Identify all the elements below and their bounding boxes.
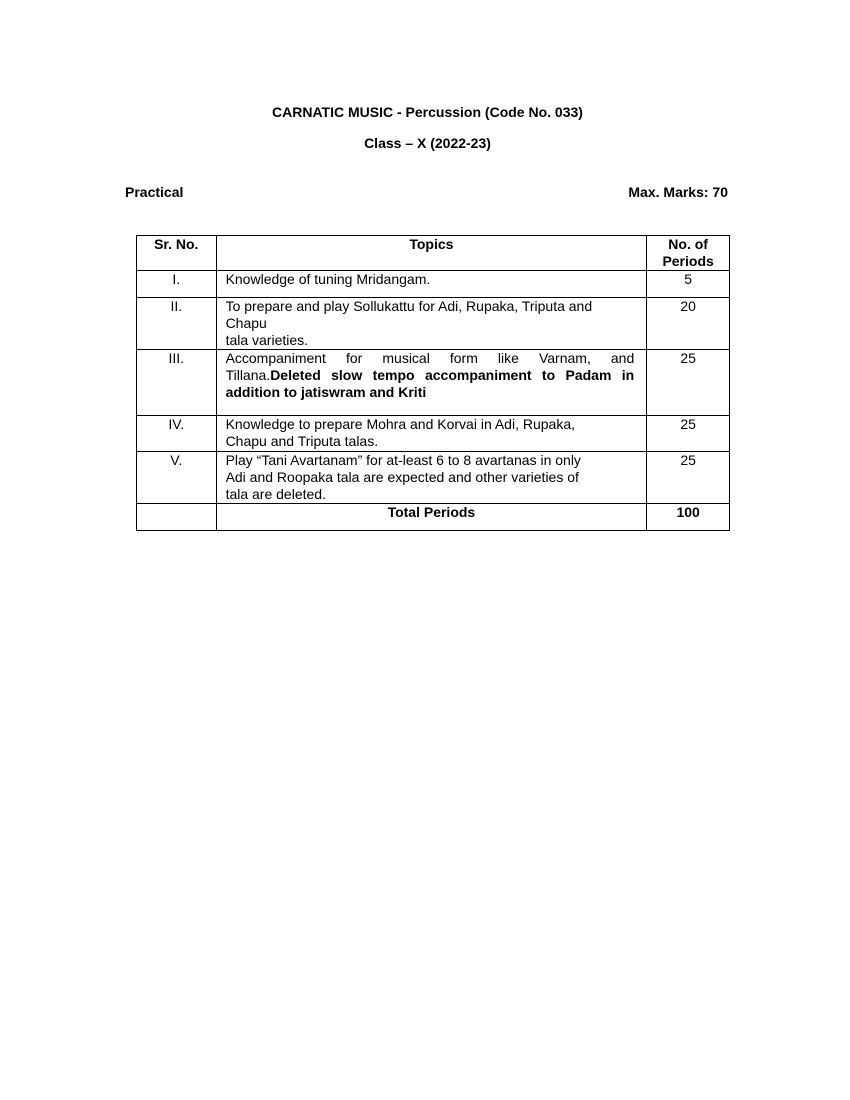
table-total-row — [137, 504, 730, 531]
total-periods-value: 100 — [647, 504, 730, 531]
row-sr-no: III. — [137, 350, 217, 416]
section-label: Practical — [125, 184, 184, 200]
table-row — [137, 298, 730, 350]
row-topic — [216, 350, 647, 416]
row-periods: 25 — [647, 452, 730, 504]
row-topic — [216, 452, 647, 504]
row-topic-deleted-note: Deleted slow tempo accompaniment to Padam in addition to jatiswram and Kriti — [225, 367, 635, 400]
max-marks-label: Max. Marks: 70 — [628, 184, 728, 200]
row-periods: 25 — [647, 350, 730, 416]
row-topic-text: Accompaniment for musical form like Varnam, and Tillana. — [225, 350, 635, 383]
row-topic-line: tala are deleted. — [225, 486, 326, 502]
table-row — [137, 416, 730, 452]
table-header-row — [137, 236, 730, 271]
table-row — [137, 452, 730, 504]
total-periods-label: Total Periods — [216, 504, 647, 531]
syllabus-table — [136, 235, 730, 531]
row-topic-line: To prepare and play Sollukattu for Adi, Rupaka, Triputa and — [225, 298, 593, 314]
row-topic-line: Chapu — [225, 315, 267, 331]
row-sr-no: I. — [137, 271, 217, 298]
row-topic: Knowledge of tuning Mridangam. — [216, 271, 647, 298]
document-title: CARNATIC MUSIC - Percussion (Code No. 033) — [272, 104, 583, 120]
row-periods: 25 — [647, 416, 730, 452]
row-sr-no: IV. — [137, 416, 217, 452]
row-topic-line: Chapu and Triputa talas. — [225, 433, 379, 449]
total-sr-empty — [137, 504, 217, 531]
header-sr-no: Sr. No. — [137, 236, 217, 271]
row-topic — [216, 298, 647, 350]
row-periods: 5 — [647, 271, 730, 298]
row-topic-line: Knowledge to prepare Mohra and Korvai in Adi, Rupaka, — [225, 416, 576, 432]
header-periods — [647, 236, 730, 271]
row-periods: 20 — [647, 298, 730, 350]
row-topic-line: tala varieties. — [225, 332, 309, 348]
row-topic-line: Play “Tani Avartanam” for at-least 6 to 8 avartanas in only — [225, 452, 581, 468]
row-sr-no: V. — [137, 452, 217, 504]
table-row — [137, 350, 730, 416]
header-topics: Topics — [216, 236, 647, 271]
row-topic — [216, 416, 647, 452]
header-periods-line2: Periods — [662, 253, 714, 269]
row-sr-no: II. — [137, 298, 217, 350]
document-subtitle: Class – X (2022-23) — [364, 135, 491, 151]
header-periods-line1: No. of — [668, 236, 708, 252]
table-row — [137, 271, 730, 298]
row-topic-line: Adi and Roopaka tala are expected and other varieties of — [225, 469, 579, 485]
